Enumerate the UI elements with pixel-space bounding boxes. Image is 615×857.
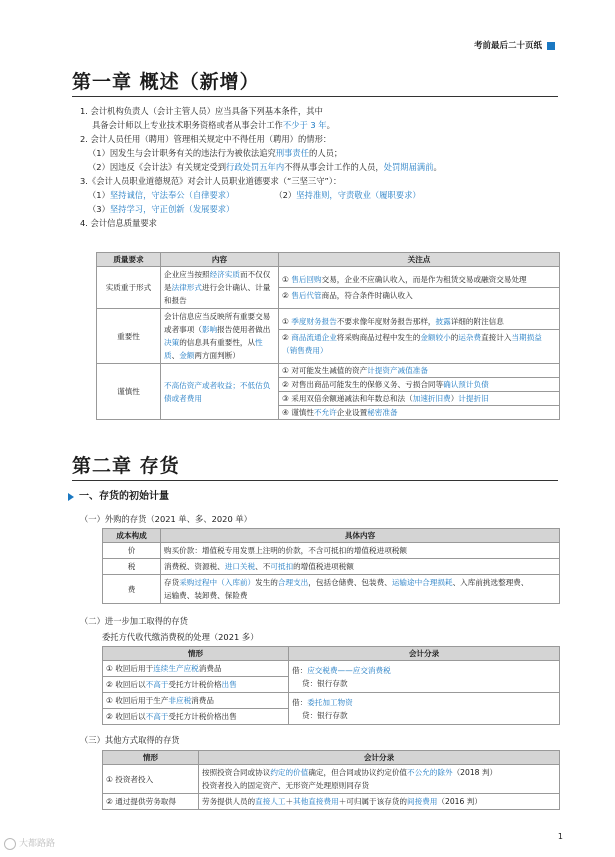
table-row	[103, 693, 560, 709]
header-label: 考前最后二十页纸	[473, 41, 542, 51]
item2-sub2: （2）因违反《会计法》有关规定受到行政处罚五年内不得从事会计工作的人员，处罚期届满前。	[88, 162, 442, 172]
table-row	[103, 543, 560, 559]
label-fee: 费	[103, 575, 161, 604]
chapter2-title: 第二章 存货	[72, 455, 180, 477]
focus-substance: ① 售后回购交易，企业不应确认收入，而是作为租赁交易或融资交易处理 ② 售后代管商品，符合条件时确认收入	[279, 267, 560, 309]
page-number: 1	[557, 832, 563, 841]
item3-row2: （3）坚持学习，守正创新（发展要求）	[88, 204, 235, 214]
other-table-wrap	[102, 750, 560, 810]
content-materiality: 会计信息应当反映所有重要交易或者事项（影响报告使用者做出决策的信息具有重要性，从性质、金额两方面判断）	[161, 309, 279, 364]
table-row	[97, 309, 560, 364]
price-detail: 购买价款：增值税专用发票上注明的价款，不含可抵扣的增值税进项税额	[161, 543, 560, 559]
purchase-table-header	[103, 529, 560, 543]
table-row	[103, 559, 560, 575]
quality-table-header	[97, 253, 560, 267]
other-table-header	[103, 751, 560, 765]
situation-continuous: ① 收回后用于连续生产应税消费品	[103, 661, 289, 677]
chapter1-rule	[72, 96, 558, 97]
col-header-focus: 关注点	[279, 253, 560, 267]
entry-processing: 借：委托加工物资 贷：银行存款	[289, 693, 560, 725]
fee-detail: 存货采购过程中（入库前）发生的合理支出，包括仓储费、包装费、运输途中合理损耗、入库前挑选整理费、 运输费、装卸费、保险费	[161, 575, 560, 604]
chapter1-items	[80, 104, 560, 230]
col-header-entry-2: 会计分录	[199, 751, 560, 765]
col-header-detail: 具体内容	[161, 529, 560, 543]
label-tax: 税	[103, 559, 161, 575]
situation-sell-high: ② 收回后以不高于受托方计税价格出售	[103, 709, 289, 725]
col-header-cost: 成本构成	[103, 529, 161, 543]
situation-investor: ① 投资者投入	[103, 765, 199, 794]
item3-row1: （1）坚持诚信，守法奉公（自律要求） （2）坚持准则，守责敬业（履职要求）	[88, 190, 421, 200]
item1-line1: 1. 会计机构负责人（会计主管人员）应当具备下列基本条件，其中	[80, 106, 323, 116]
situation-labor: ② 通过提供劳务取得	[103, 794, 199, 810]
col-header-content: 内容	[161, 253, 279, 267]
focus-prudence: ① 对可能发生减值的资产计提资产减值准备 ② 对售出商品可能发生的保修义务、亏损合同等确认预计负债 ③ 采用双倍余额递减法和年数总和法（加速折旧费）计提折旧 ④ 谨慎性不允许企业设置秘密准备	[279, 364, 560, 420]
item1-line2: 具备会计师以上专业技术职务资格或者从事会计工作不少于 3 年。	[92, 120, 335, 130]
purchase-table	[102, 528, 560, 604]
col-header-situation-2: 情形	[103, 751, 199, 765]
table-row	[103, 661, 560, 677]
item4-heading: 4. 会计信息质量要求	[80, 218, 157, 228]
table-row	[97, 364, 560, 420]
req-substance: 实质重于形式	[97, 267, 161, 309]
entry-consumption-tax: 借：应交税费——应交消费税 贷：银行存款	[289, 661, 560, 693]
item2-sub1: （1）因发生与会计职务有关的违法行为被依法追究刑事责任的人员；	[88, 148, 343, 158]
quality-table	[96, 252, 560, 420]
purchase-table-wrap	[102, 528, 560, 604]
content-prudence: 不高估资产或者收益；不低估负债或者费用	[161, 364, 279, 420]
chapter1-title: 第一章 概述（新增）	[72, 71, 260, 93]
quality-table-wrap	[96, 252, 560, 420]
sub2-description: 委托方代收代缴消费税的处理（2021 多）	[102, 632, 259, 642]
logo-icon	[4, 838, 16, 850]
table-row	[103, 575, 560, 604]
situation-sell-low: ② 收回后以不高于受托方计税价格出售	[103, 677, 289, 693]
req-materiality: 重要性	[97, 309, 161, 364]
entry-labor: 劳务提供人员的直接人工＋其他直接费用＋可归属于该存货的间接费用（2016 判）	[199, 794, 560, 810]
sub2-heading: （二）进一步加工取得的存货	[80, 616, 188, 626]
section1-heading: 一、存货的初始计量	[68, 489, 169, 504]
footer-logo: 大都路路	[4, 838, 55, 852]
item2-heading: 2. 会计人员任用（聘用）管理相关规定中不得任用（聘用）的情形：	[80, 134, 332, 144]
col-header-entry: 会计分录	[289, 647, 560, 661]
processing-table-wrap	[102, 646, 560, 725]
chapter2-rule	[72, 480, 558, 481]
situation-non-taxable: ① 收回后用于生产非应税消费品	[103, 693, 289, 709]
header-square-icon	[547, 42, 555, 50]
other-table	[102, 750, 560, 810]
triangle-bullet-icon	[68, 493, 74, 501]
processing-table	[102, 646, 560, 725]
focus-materiality: ① 季度财务报告不要求像年度财务报告那样，披露详细的附注信息 ② 商品流通企业将采购商品过程中发生的金额较小的运杂费直接计入当期损益（销售费用）	[279, 309, 560, 364]
req-prudence: 谨慎性	[97, 364, 161, 420]
page-header	[474, 40, 555, 53]
table-row	[97, 267, 560, 309]
table-row	[103, 794, 560, 810]
col-header-requirement: 质量要求	[97, 253, 161, 267]
label-price: 价	[103, 543, 161, 559]
tax-detail: 消费税、资源税、进口关税、不可抵扣的增值税进项税额	[161, 559, 560, 575]
col-header-situation: 情形	[103, 647, 289, 661]
sub1-heading: （一）外购的存货（2021 单、多、2020 单）	[80, 514, 252, 524]
processing-table-header	[103, 647, 560, 661]
item3-heading: 3.《会计人员职业道德规范》对会计人员职业道德要求（“三坚三守”）：	[80, 176, 342, 186]
sub3-heading: （三）其他方式取得的存货	[80, 735, 180, 745]
entry-investor: 按照投资合同或协议约定的价值确定，但合同或协议约定价值不公允的除外（2018 判） 投资者投入的固定资产、无形资产处理原则同存货	[199, 765, 560, 794]
table-row	[103, 765, 560, 794]
content-substance: 企业应当按照经济实质而不仅仅是法律形式进行会计确认、计量和报告	[161, 267, 279, 309]
